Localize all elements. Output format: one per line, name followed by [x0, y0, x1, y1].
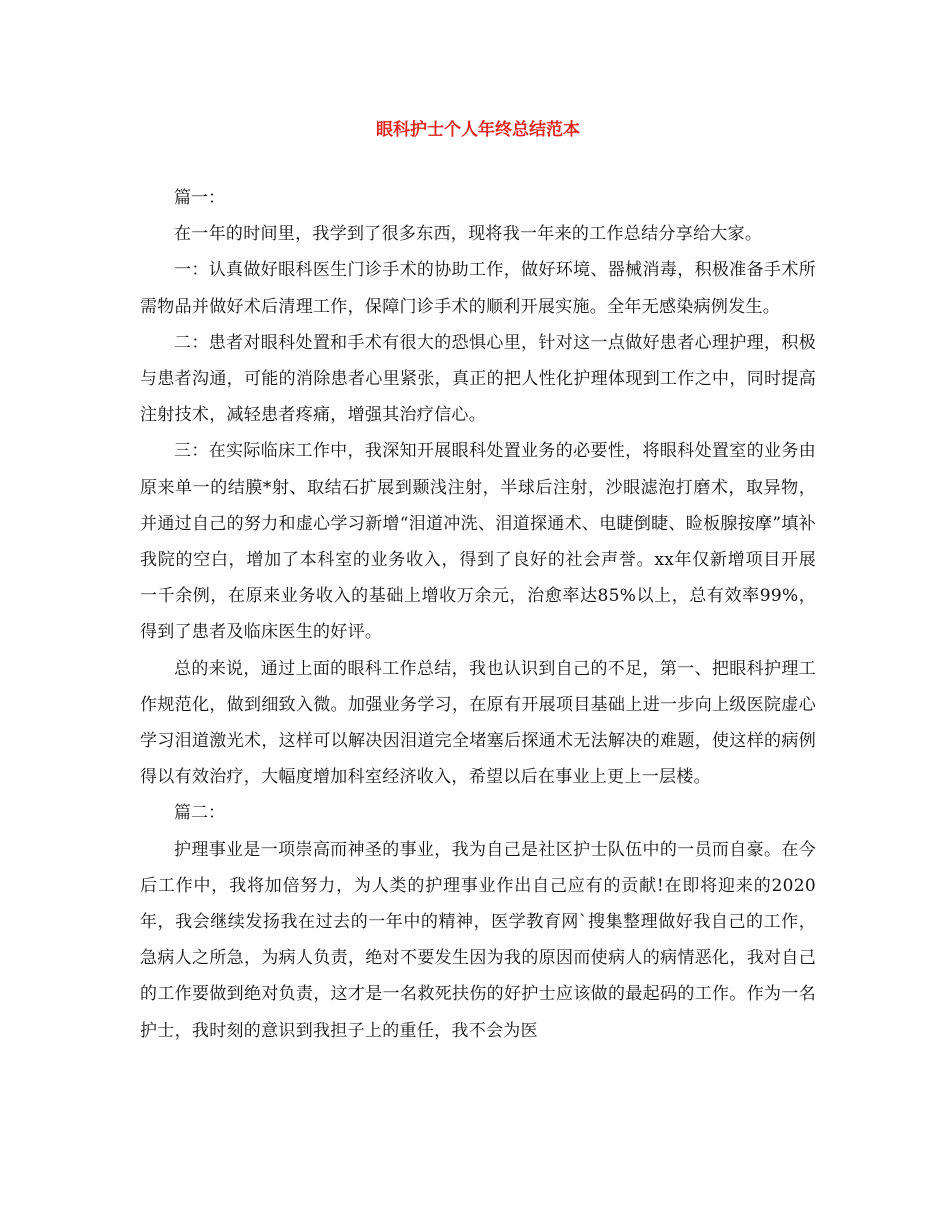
section-heading-1: 篇一： — [174, 188, 225, 208]
section-heading-2: 篇二： — [174, 803, 225, 824]
paragraph-intro: 在一年的时间里，我学到了很多东西，现将我一年来的工作总结分享给大家。 — [174, 224, 763, 245]
document-page — [140, 118, 816, 1049]
paragraph-point-1: 一：认真做好眼科医生门诊手术的协助工作，做好环境、器械消毒，积极准备手术所需物品并做好术后清理工作，保障门诊手术的顺利开展实施。全年无感染病例发生。 — [140, 260, 816, 317]
document-title: 眼科护士个人年终总结范本 — [376, 120, 580, 140]
paragraph-part2-body: 护理事业是一项崇高而神圣的事业，我为自己是社区护士队伍中的一员而自豪。在今后工作中，我将加倍努力，为人类的护理事业作出自己应有的贡献!在即将迎来的2020年，我会继续发扬我在过去的一年中的精神，医学教育网`搜集整理做好我自己的工作，急病人之所急，为病人负责，绝对不要发生因为我的原因而使病人的病情恶化，我对自己的工作要做到绝对负责，这才是一名救死扶伤的好护士应该做的最起码的工作。作为一名护士，我时刻的意识到我担子上的重任，我不会为医 — [140, 839, 816, 1041]
paragraph-point-3: 三：在实际临床工作中，我深知开展眼科处置业务的必要性，将眼科处置室的业务由原来单一的结膜*射、取结石扩展到颞浅注射，半球后注射，沙眼滤泡打磨术，取异物，并通过自己的努力和虚心学习新增“泪道冲洗、泪道探通术、电睫倒睫、睑板腺按摩”填补我院的空白，增加了本科室的业务收入，得到了良好的社会声誉。xx年仅新增项目开展一千余例，在原来业务收入的基础上增收万余元，治愈率达85%以上，总有效率99%，得到了患者及临床医生的好评。 — [140, 441, 816, 643]
paragraph-summary: 总的来说，通过上面的眼科工作总结，我也认识到自己的不足，第一、把眼科护理工作规范化，做到细致入微。加强业务学习，在原有开展项目基础上进一步向上级医院虚心学习泪道激光术，这样可以解决因泪道完全堵塞后探通术无法解决的难题，使这样的病例得以有效治疗，大幅度增加科室经济收入，希望以后在事业上更上一层楼。 — [140, 658, 816, 788]
paragraph-point-2: 二：患者对眼科处置和手术有很大的恐惧心里，针对这一点做好患者心理护理，积极与患者沟通，可能的消除患者心里紧张，真正的把人性化护理体现到工作之中，同时提高注射技术，减轻患者疼痛，增强其治疗信心。 — [140, 332, 816, 426]
